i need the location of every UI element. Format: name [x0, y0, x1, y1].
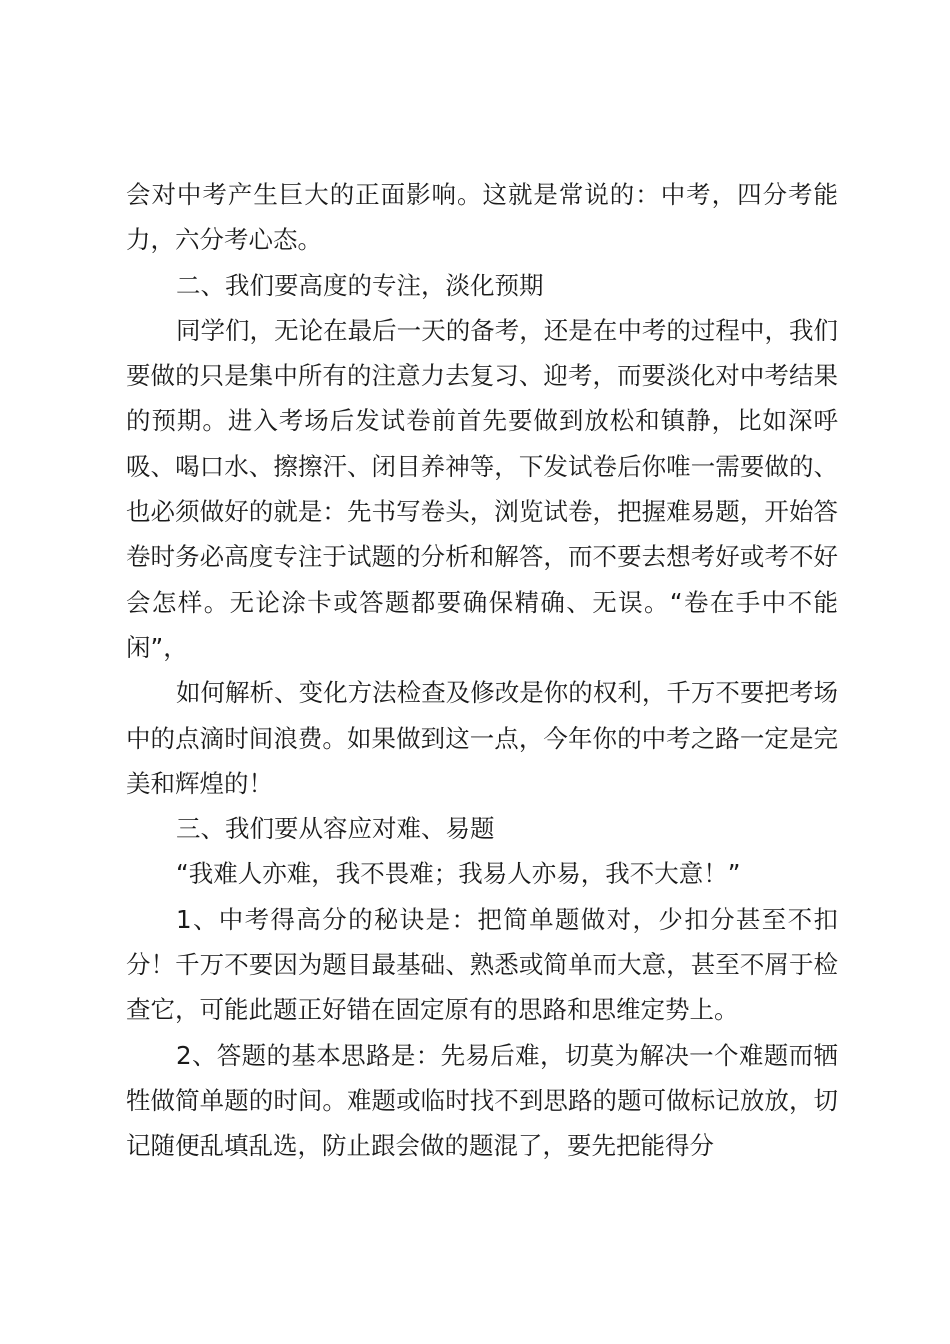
paragraph-1: 会对中考产生巨大的正面影响。这就是常说的：中考，四分考能力，六分考心态。 — [126, 180, 838, 255]
paragraph-4: 如何解析、变化方法检查及修改是你的权利，千万不要把考场中的点滴时间浪费。如果做到这一点，今年你的中考之路一定是完美和辉煌的！ — [126, 678, 838, 798]
list-item-2: 2、答题的基本思路是：先易后难，切莫为解决一个难题而牺牲做简单题的时间。难题或临时找不到思路的题可做标记放放，切记随便乱填乱选，防止跟会做的题混了，要先把能得分 — [126, 1040, 838, 1161]
section-heading-2: 二、我们要高度的专注，淡化预期 — [176, 270, 544, 300]
paragraph-3: 同学们，无论在最后一天的备考，还是在中考的过程中，我们要做的只是集中所有的注意力去复习、迎考，而要淡化对中考结果的预期。进入考场后发试卷前首先要做到放松和镇静，比如深呼吸、喝口水、擦擦汗、闭目养神等，下发试卷后你唯一需要做的、也必须做好的就是：先书写卷头，浏览试卷，把握难易题，开始答卷时务必高度专注于试题的分析和解答，而不要去想考好或考不好会怎样。无论涂卡或答题都要确保精确、无误。“卷在手中不能闲”， — [126, 315, 838, 662]
section-heading-5: 三、我们要从容应对难、易题 — [176, 814, 495, 844]
list-item-1: 1、中考得高分的秘诀是：把简单题做对，少扣分甚至不扣分！千万不要因为题目最基础、熟悉或简单而大意，甚至不屑于检查它，可能此题正好错在固定原有的思路和思维定势上。 — [126, 904, 838, 1025]
quote-paragraph: “我难人亦难，我不畏难；我易人亦易，我不大意！” — [176, 859, 741, 889]
document-body — [126, 172, 838, 1169]
